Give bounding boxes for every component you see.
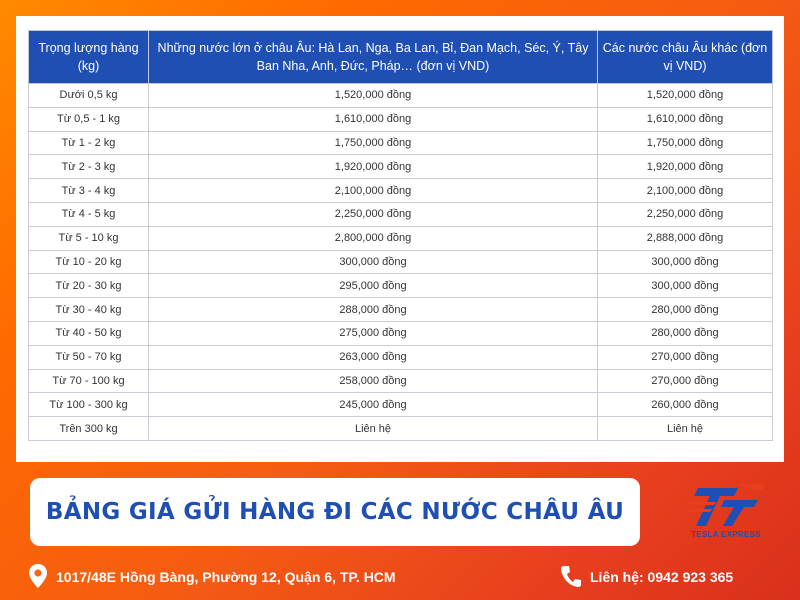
cell-weight: Từ 30 - 40 kg	[29, 298, 149, 322]
cell-weight: Từ 10 - 20 kg	[29, 250, 149, 274]
cell-other: Liên hệ	[598, 417, 773, 441]
cell-other: 280,000 đồng	[598, 321, 773, 345]
cell-weight: Dưới 0,5 kg	[29, 84, 149, 108]
cell-weight: Từ 20 - 30 kg	[29, 274, 149, 298]
cell-major: 258,000 đồng	[149, 369, 598, 393]
location-pin-icon	[28, 563, 48, 592]
table-row	[29, 369, 773, 393]
cell-other: 260,000 đồng	[598, 393, 773, 417]
cell-weight: Từ 5 - 10 kg	[29, 226, 149, 250]
cell-major: 1,520,000 đồng	[149, 84, 598, 108]
logo-mark-icon	[676, 478, 776, 530]
cell-other: 1,750,000 đồng	[598, 131, 773, 155]
title-banner	[30, 478, 640, 546]
header-weight: Trọng lượng hàng (kg)	[29, 31, 149, 84]
table-row	[29, 131, 773, 155]
table-row	[29, 274, 773, 298]
table-row	[29, 393, 773, 417]
page-title: BẢNG GIÁ GỬI HÀNG ĐI CÁC NƯỚC CHÂU ÂU	[45, 499, 625, 525]
phone-text: Liên hệ: 0942 923 365	[590, 569, 734, 585]
cell-other: 270,000 đồng	[598, 345, 773, 369]
cell-other: 2,250,000 đồng	[598, 202, 773, 226]
cell-weight: Từ 2 - 3 kg	[29, 155, 149, 179]
header-major-countries: Những nước lớn ở châu Âu: Hà Lan, Nga, Ba Lan, Bỉ, Đan Mạch, Séc, Ý, Tây Ban Nha, Anh, Đức, Pháp… (đơn vị VND)	[149, 31, 598, 84]
cell-weight: Trên 300 kg	[29, 417, 149, 441]
table-row	[29, 417, 773, 441]
cell-major: 300,000 đồng	[149, 250, 598, 274]
table-row	[29, 345, 773, 369]
table-row	[29, 107, 773, 131]
cell-other: 300,000 đồng	[598, 250, 773, 274]
cell-other: 1,520,000 đồng	[598, 84, 773, 108]
cell-major: Liên hệ	[149, 417, 598, 441]
cell-other: 2,888,000 đồng	[598, 226, 773, 250]
cell-major: 245,000 đồng	[149, 393, 598, 417]
table-row	[29, 155, 773, 179]
price-table	[28, 30, 773, 441]
cell-major: 288,000 đồng	[149, 298, 598, 322]
cell-weight: Từ 0,5 - 1 kg	[29, 107, 149, 131]
footer-address	[28, 562, 396, 592]
price-table-card	[16, 16, 784, 462]
cell-major: 1,610,000 đồng	[149, 107, 598, 131]
cell-other: 270,000 đồng	[598, 369, 773, 393]
cell-other: 2,100,000 đồng	[598, 179, 773, 203]
cell-weight: Từ 100 - 300 kg	[29, 393, 149, 417]
cell-major: 295,000 đồng	[149, 274, 598, 298]
logo-text: TESLA EXPRESS	[691, 530, 761, 539]
cell-weight: Từ 40 - 50 kg	[29, 321, 149, 345]
cell-weight: Từ 50 - 70 kg	[29, 345, 149, 369]
cell-major: 1,750,000 đồng	[149, 131, 598, 155]
cell-major: 2,100,000 đồng	[149, 179, 598, 203]
table-header-row	[29, 31, 773, 84]
cell-weight: Từ 3 - 4 kg	[29, 179, 149, 203]
cell-other: 1,610,000 đồng	[598, 107, 773, 131]
cell-other: 300,000 đồng	[598, 274, 773, 298]
table-row	[29, 84, 773, 108]
header-other-countries: Các nước châu Âu khác (đơn vị VND)	[598, 31, 773, 84]
cell-major: 2,250,000 đồng	[149, 202, 598, 226]
table-row	[29, 321, 773, 345]
cell-major: 1,920,000 đồng	[149, 155, 598, 179]
table-row	[29, 250, 773, 274]
cell-major: 275,000 đồng	[149, 321, 598, 345]
cell-other: 280,000 đồng	[598, 298, 773, 322]
address-text: 1017/48E Hồng Bàng, Phường 12, Quận 6, TP. HCM	[56, 569, 396, 585]
cell-weight: Từ 70 - 100 kg	[29, 369, 149, 393]
cell-weight: Từ 1 - 2 kg	[29, 131, 149, 155]
footer-phone	[560, 562, 733, 592]
phone-icon	[560, 564, 582, 591]
table-row	[29, 226, 773, 250]
cell-weight: Từ 4 - 5 kg	[29, 202, 149, 226]
table-row	[29, 202, 773, 226]
table-row	[29, 179, 773, 203]
cell-other: 1,920,000 đồng	[598, 155, 773, 179]
table-row	[29, 298, 773, 322]
tesla-express-logo	[676, 478, 776, 548]
cell-major: 2,800,000 đồng	[149, 226, 598, 250]
cell-major: 263,000 đồng	[149, 345, 598, 369]
